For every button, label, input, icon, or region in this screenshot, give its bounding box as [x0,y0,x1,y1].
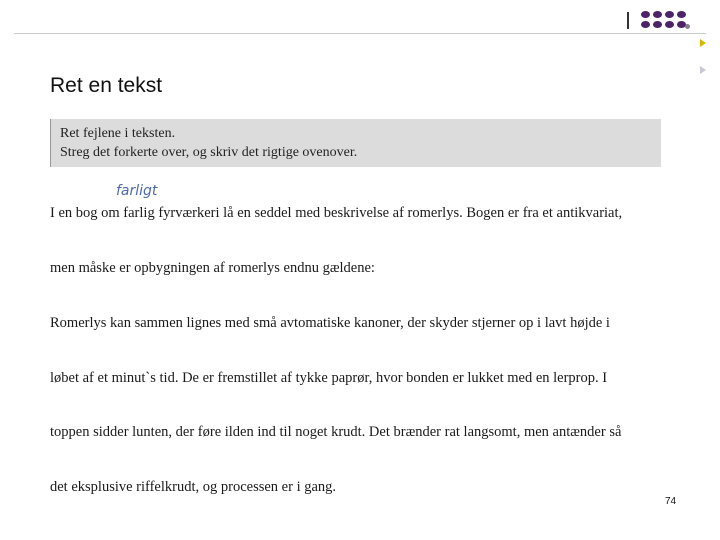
header-divider-mark [627,12,629,29]
next-arrow-icon[interactable] [700,39,706,47]
text-line-5: toppen sidder lunten, der føre ilden ind til noget krudt. Det brænder rat langsomt, men antænder så [50,424,622,440]
page-title: Ret en tekst [50,74,163,97]
instruction-line-1: Ret fejlene i teksten. [60,126,176,141]
next-arrow-icon-secondary[interactable] [700,66,706,74]
logo-dots [641,11,691,31]
text-line-6: det eksplusive riffelkrudt, og processen er i gang. [50,479,337,495]
text-line-4: løbet af et minut`s tid. De er fremstillet af tykke paprør, hvor bonden er lukket med en lerprop. I [50,370,608,386]
text-line-2: men måske er opbygningen af romerlys endnu gældene: [50,260,375,276]
instruction-box [50,119,661,167]
text-line-1: I en bog om farlig fyrværkeri lå en seddel med beskrivelse af romerlys. Bogen er fra et antikvariat, [50,205,623,221]
instruction-line-2: Streg det forkerte over, og skriv det rigtige ovenover. [60,145,358,160]
page-number: 74 [665,496,677,507]
handwritten-correction: farligt [116,183,158,199]
header-rule [14,33,706,34]
text-line-3: Romerlys kan sammen lignes med små avtomatiske kanoner, der skyder stjerner op i lavt højde i [50,315,610,331]
